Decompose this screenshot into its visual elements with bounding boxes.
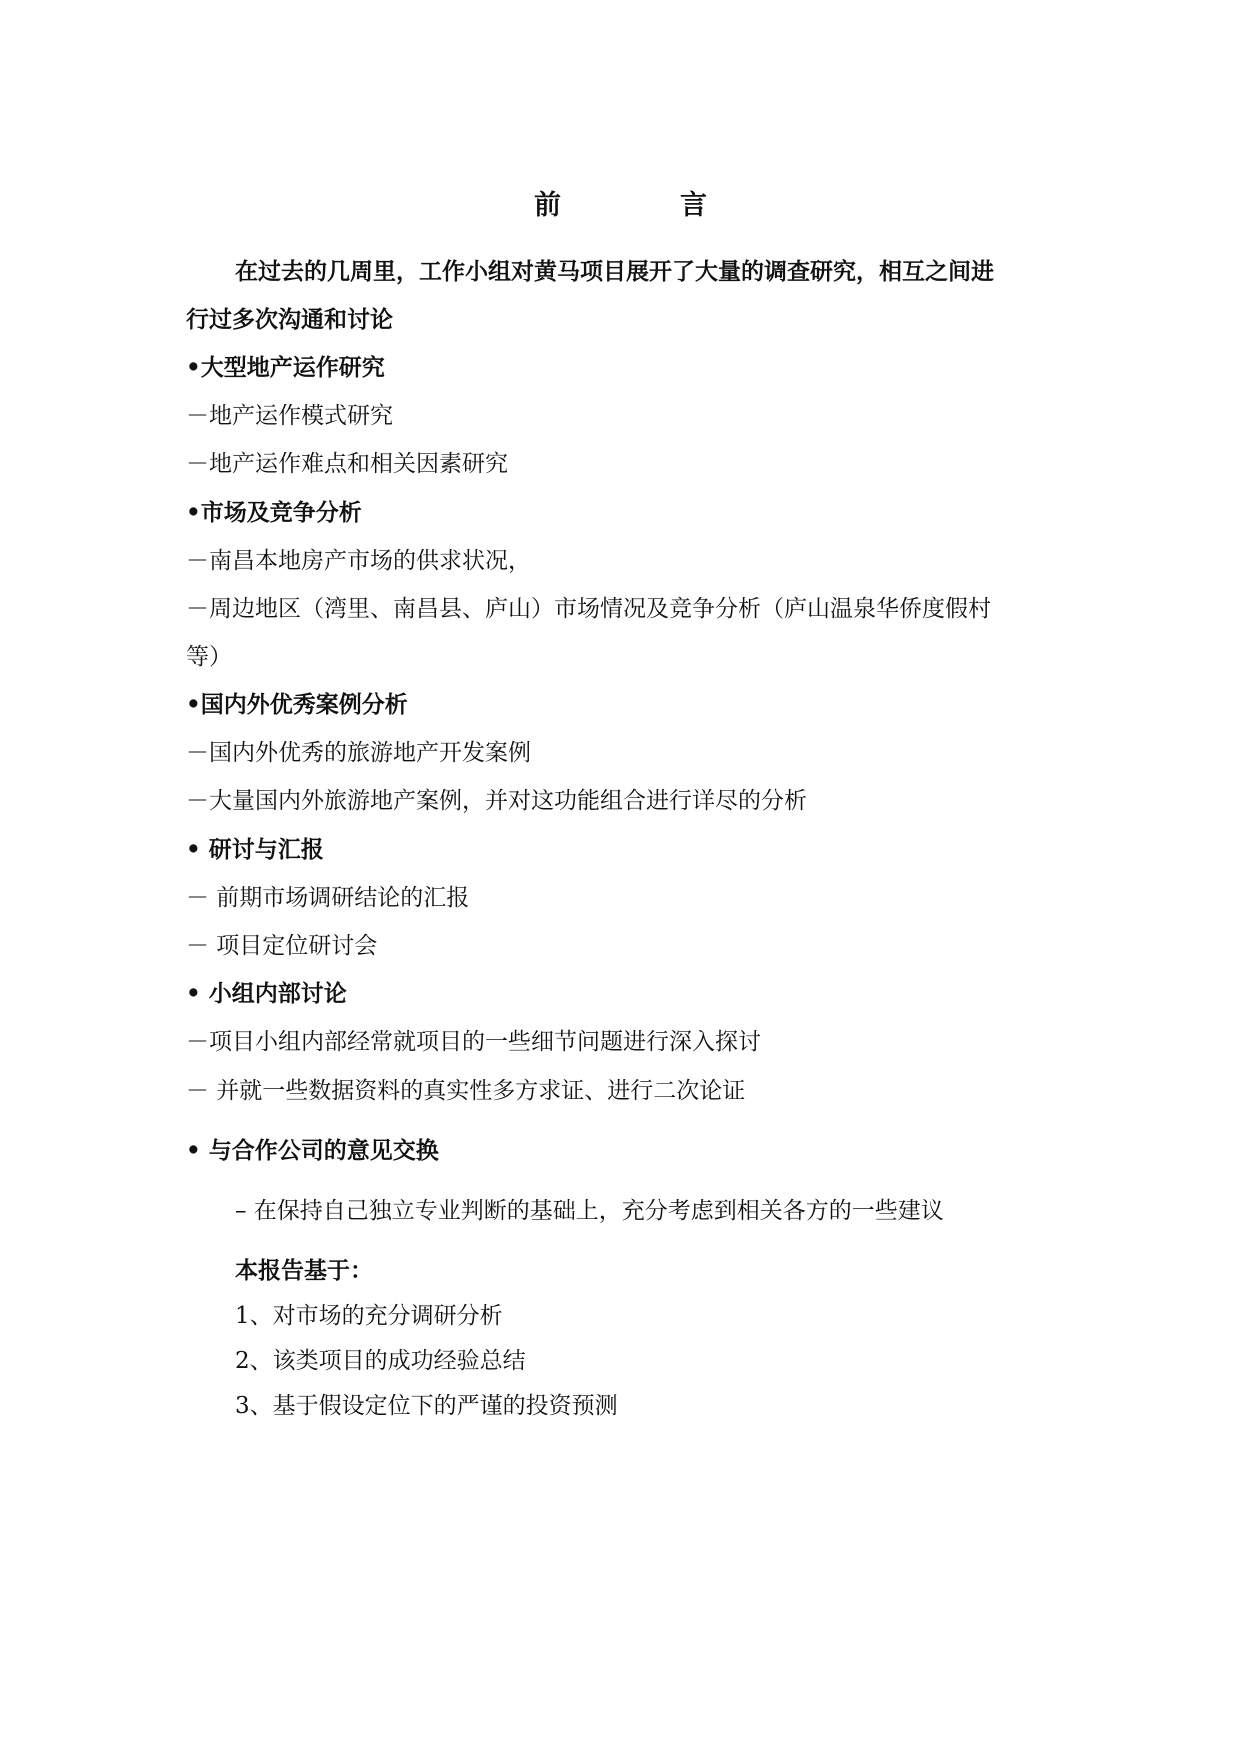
intro-line-1: 在过去的几周里，工作小组对黄马项目展开了大量的调查研究，相互之间进 [235,258,994,285]
basis-item: 2、该类项目的成功经验总结 [235,1348,526,1374]
page-title: 前 言 [534,190,753,221]
basis-heading: 本报告基于： [235,1257,373,1284]
basis-item: 1、对市场的充分调研分析 [235,1303,503,1329]
section-heading-real-estate: •大型地产运作研究 [186,354,385,381]
basis-item: 3、基于假设定位下的严谨的投资预测 [235,1393,618,1419]
list-item: －地产运作难点和相关因素研究 [186,451,508,477]
list-item: － 前期市场调研结论的汇报 [186,885,470,911]
list-item: － 并就一些数据资料的真实性多方求证、进行二次论证 [186,1078,746,1104]
section-heading-cases: •国内外优秀案例分析 [186,691,408,718]
list-item: －地产运作模式研究 [186,403,393,429]
section-heading-team-discussion: • 小组内部讨论 [186,980,347,1007]
list-item: －大量国内外旅游地产案例，并对这功能组合进行详尽的分析 [186,788,807,814]
list-item: －国内外优秀的旅游地产开发案例 [186,740,531,766]
list-item: – 在保持自己独立专业判断的基础上，充分考虑到相关各方的一些建议 [235,1198,944,1224]
section-heading-seminar: • 研讨与汇报 [186,836,324,863]
intro-line-2: 行过多次沟通和讨论 [186,306,393,333]
list-item-continuation: 等） [186,644,232,670]
list-item: －南昌本地房产市场的供求状况， [186,548,531,574]
list-item: －项目小组内部经常就项目的一些细节问题进行深入探讨 [186,1029,761,1055]
section-heading-market: •市场及竞争分析 [186,499,362,526]
list-item: － 项目定位研讨会 [186,933,378,959]
list-item: －周边地区（湾里、南昌县、庐山）市场情况及竞争分析（庐山温泉华侨度假村 [186,596,991,622]
section-heading-partner-exchange: • 与合作公司的意见交换 [186,1137,439,1164]
